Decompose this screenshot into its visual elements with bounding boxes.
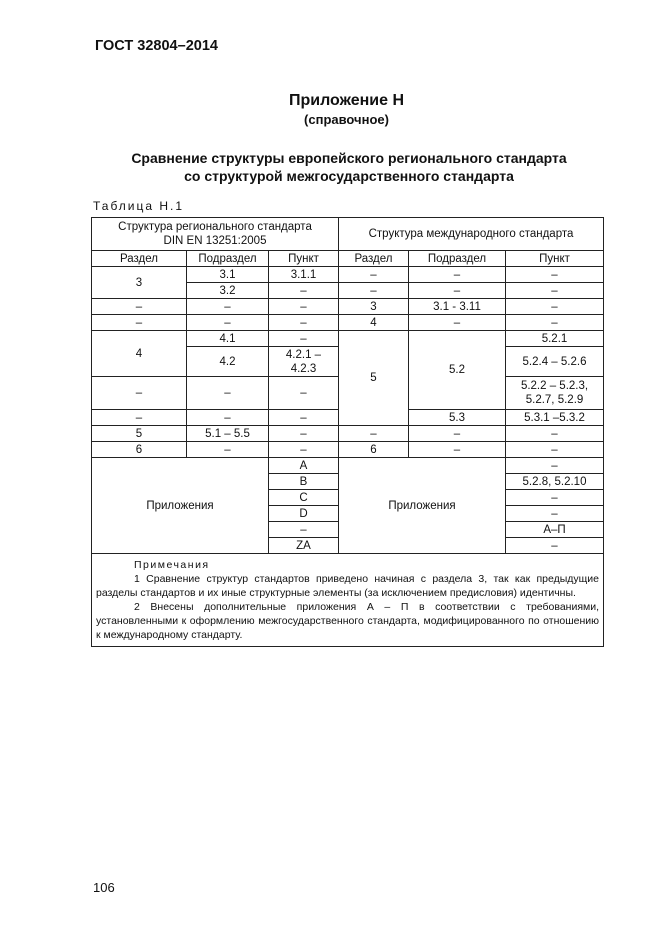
table-cell: 4.2 bbox=[187, 347, 269, 377]
table-cell: 4 bbox=[339, 315, 409, 331]
table-cell: 6 bbox=[339, 442, 409, 458]
table-cell: – bbox=[187, 410, 269, 426]
table-cell: – bbox=[409, 283, 506, 299]
col-header-subsection-2: Подраздел bbox=[409, 251, 506, 267]
appendix-regional-cell: Приложения bbox=[92, 458, 269, 554]
table-cell: 5.2.1 bbox=[506, 331, 604, 347]
comparison-table bbox=[91, 217, 604, 647]
table-cell: – bbox=[506, 442, 604, 458]
table-cell: B bbox=[269, 474, 339, 490]
table-cell: – bbox=[269, 299, 339, 315]
table-cell: – bbox=[269, 315, 339, 331]
page-number: 106 bbox=[93, 880, 115, 895]
table-cell: – bbox=[506, 538, 604, 554]
table-row bbox=[92, 426, 604, 442]
table-cell: – bbox=[339, 426, 409, 442]
table-row bbox=[92, 315, 604, 331]
table-cell: – bbox=[339, 267, 409, 283]
table-header-row bbox=[92, 218, 604, 251]
col-header-item-2: Пункт bbox=[506, 251, 604, 267]
table-cell: – bbox=[409, 426, 506, 442]
international-structure-header: Структура международного стандарта bbox=[339, 218, 604, 251]
regional-header-line-2: DIN EN 13251:2005 bbox=[163, 235, 267, 247]
table-cell: – bbox=[409, 442, 506, 458]
table-cell: – bbox=[506, 490, 604, 506]
table-cell: 5.3.1 –5.3.2 bbox=[506, 410, 604, 426]
table-cell: – bbox=[506, 458, 604, 474]
table-cell: – bbox=[506, 283, 604, 299]
table-cell: – bbox=[92, 377, 187, 410]
table-cell: – bbox=[269, 331, 339, 347]
table-cell: – bbox=[269, 410, 339, 426]
notes-row bbox=[92, 554, 604, 647]
table-cell bbox=[506, 377, 604, 410]
table-cell: 4 bbox=[92, 331, 187, 377]
table-cell: – bbox=[187, 442, 269, 458]
appendix-subtitle: (справочное) bbox=[304, 112, 389, 127]
table-cell: А–П bbox=[506, 522, 604, 538]
table-cell: – bbox=[339, 283, 409, 299]
table-cell: C bbox=[269, 490, 339, 506]
table-cell: – bbox=[269, 442, 339, 458]
table-cell: – bbox=[506, 315, 604, 331]
table-cell: – bbox=[506, 267, 604, 283]
table-cell: – bbox=[92, 315, 187, 331]
table-cell: 5 bbox=[92, 426, 187, 442]
note-2: 2 Внесены дополнительные приложения А – П в соответствии с требованиями, установленными к оформлению межгосударственного стандарта, модифицированного по отношению к международному стандарту. bbox=[96, 601, 600, 641]
table-cell: – bbox=[409, 267, 506, 283]
table-cell: – bbox=[409, 315, 506, 331]
appendix-title: Приложение Н bbox=[288, 92, 405, 109]
table-cell: 5 bbox=[339, 331, 409, 426]
table-row bbox=[92, 442, 604, 458]
table-cell: ZA bbox=[269, 538, 339, 554]
cell-line: 5.2.7, 5.2.9 bbox=[525, 394, 584, 406]
regional-header-line-1: Структура регионального стандарта bbox=[118, 221, 312, 233]
table-cell: 5.2.4 – 5.2.6 bbox=[506, 347, 604, 377]
cell-line: 5.2.2 – 5.2.3, bbox=[520, 380, 589, 392]
note-1: 1 Сравнение структур стандартов приведено начиная с раздела 3, так как предыдущие разделы стандартов и их иные структурные элементы (за исключением предисловия) идентичны. bbox=[96, 573, 600, 599]
table-cell: 5.2.8, 5.2.10 bbox=[506, 474, 604, 490]
cell-line: 4.2.3 bbox=[290, 362, 317, 375]
table-cell: 5.1 – 5.5 bbox=[187, 426, 269, 442]
column-header-row bbox=[92, 251, 604, 267]
table-row bbox=[92, 299, 604, 315]
col-header-section-2: Раздел bbox=[339, 251, 409, 267]
table-cell: 5.2 bbox=[409, 331, 506, 410]
appendix-row bbox=[92, 458, 604, 474]
table-cell: – bbox=[506, 506, 604, 522]
table-cell: – bbox=[187, 315, 269, 331]
table-cell: – bbox=[92, 299, 187, 315]
col-header-subsection: Подраздел bbox=[187, 251, 269, 267]
table-cell: 3.1 bbox=[187, 267, 269, 283]
table-cell: 3.2 bbox=[187, 283, 269, 299]
table-caption: Таблица Н.1 bbox=[93, 199, 185, 213]
table-cell bbox=[269, 347, 339, 377]
table-cell: – bbox=[269, 283, 339, 299]
table-cell: – bbox=[269, 522, 339, 538]
cell-line: 4.2.1 – bbox=[285, 348, 322, 361]
table-cell: 4.1 bbox=[187, 331, 269, 347]
table-cell: – bbox=[506, 426, 604, 442]
table-cell: D bbox=[269, 506, 339, 522]
notes-cell bbox=[92, 554, 604, 647]
section-heading bbox=[92, 149, 606, 185]
table-cell: 3 bbox=[92, 267, 187, 299]
col-header-item: Пункт bbox=[269, 251, 339, 267]
table-row bbox=[92, 331, 604, 347]
col-header-section: Раздел bbox=[92, 251, 187, 267]
table-cell: – bbox=[92, 410, 187, 426]
table-cell: – bbox=[506, 299, 604, 315]
regional-structure-header bbox=[92, 218, 339, 251]
table-cell: – bbox=[187, 299, 269, 315]
appendix-international-cell: Приложения bbox=[339, 458, 506, 554]
document-header: ГОСТ 32804–2014 bbox=[95, 38, 218, 54]
table-row bbox=[92, 267, 604, 283]
table-cell: – bbox=[269, 426, 339, 442]
table-cell: A bbox=[269, 458, 339, 474]
table-cell: – bbox=[187, 377, 269, 410]
table-cell: 3 bbox=[339, 299, 409, 315]
table-cell: 6 bbox=[92, 442, 187, 458]
heading-line-2: со структурой межгосударственного стандарта bbox=[184, 168, 514, 184]
notes-heading: Примечания bbox=[134, 559, 210, 571]
table-cell: 3.1 - 3.11 bbox=[409, 299, 506, 315]
heading-line-1: Сравнение структуры европейского регионального стандарта bbox=[131, 150, 567, 166]
table-cell: – bbox=[269, 377, 339, 410]
table-cell: 5.3 bbox=[409, 410, 506, 426]
table-cell: 3.1.1 bbox=[269, 267, 339, 283]
